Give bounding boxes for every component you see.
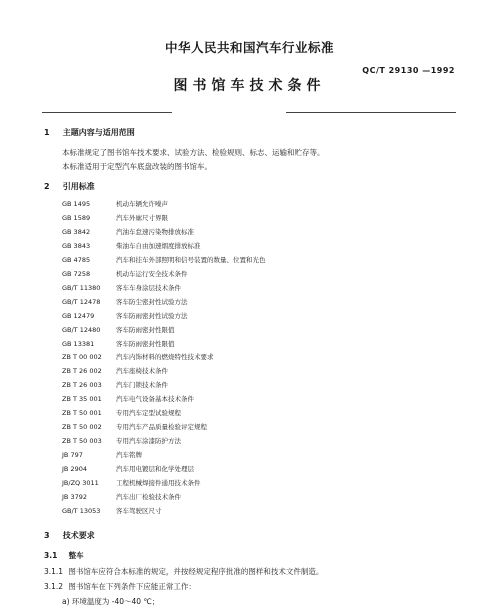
- reference-item: [62, 338, 266, 352]
- reference-name: 机动车运行安全技术条件: [116, 269, 188, 278]
- clause-text: 图书馆车应符合本标准的规定，并按经规定程序批准的图样和技术文件制造。: [68, 567, 324, 576]
- reference-code: JB 3792: [62, 493, 87, 502]
- section-number: 1: [44, 128, 50, 137]
- reference-item: [62, 310, 266, 324]
- reference-name: 汽车外廓尺寸界限: [116, 213, 168, 222]
- reference-code: ZB T 26 002: [62, 367, 102, 376]
- reference-item: [62, 449, 266, 463]
- reference-item: [62, 393, 266, 407]
- reference-code: GB/T 13053: [62, 506, 101, 515]
- reference-item: [62, 379, 266, 393]
- reference-name: 客车驾驶区尺寸: [116, 506, 162, 515]
- section-number: 3: [44, 531, 50, 540]
- reference-code: ZB T 50 003: [62, 437, 102, 446]
- reference-code: ZB T 50 002: [62, 423, 102, 432]
- section-3-heading: [44, 530, 95, 542]
- reference-item: [62, 365, 266, 379]
- header-rule-left: [42, 112, 172, 113]
- reference-code: GB 1495: [62, 200, 91, 208]
- reference-code: GB/T 12478: [62, 297, 101, 306]
- reference-name: 汽车内饰材料的燃烧特性技术要求: [116, 353, 214, 362]
- reference-item: [62, 282, 266, 296]
- section-1-paragraph-2: 本标准适用于定型汽车底盘改装的图书馆车。: [62, 162, 212, 171]
- reference-code: GB 3842: [62, 227, 91, 236]
- clause-3-1-1: [44, 566, 323, 578]
- reference-code: ZB T 35 001: [62, 395, 102, 404]
- standard-code: QC/T 29130 —1992: [362, 66, 455, 75]
- reference-name: 柴油车自由加速烟度排放标准: [116, 241, 201, 250]
- reference-name: 汽车门锁技术条件: [116, 381, 168, 390]
- reference-item: [62, 491, 266, 505]
- reference-code: JB 797: [62, 451, 83, 460]
- subsection-title: 整车: [68, 551, 84, 560]
- clause-number: 3.1.1: [44, 567, 64, 576]
- reference-name: 客车车身涂层技术条件: [116, 283, 181, 292]
- section-title: 技术要求: [62, 531, 95, 540]
- reference-code: GB/T 11380: [62, 283, 101, 292]
- clause-text: 图书馆车在下列条件下应能正常工作：: [68, 582, 196, 591]
- reference-name: 汽车用电镀层和化学处理层: [116, 465, 194, 474]
- header-rule-right: [286, 112, 456, 113]
- section-2-heading: [44, 181, 95, 193]
- reference-name: 客车防雨密封性限值: [116, 325, 175, 334]
- reference-name: 汽车出厂检验技术条件: [116, 493, 181, 502]
- reference-item: [62, 463, 266, 477]
- reference-code: ZB T 50 001: [62, 409, 102, 418]
- reference-name: 汽车电气设备基本技术条件: [116, 395, 194, 404]
- reference-item: [62, 351, 266, 365]
- reference-item: [62, 268, 266, 282]
- reference-name: 汽车铭牌: [116, 451, 142, 460]
- clause-number: 3.1.2: [44, 582, 64, 591]
- reference-name: 汽车和挂车外部照明和信号装置的数量、位置和光色: [116, 255, 266, 264]
- reference-name: 专用汽车定型试验规程: [116, 409, 181, 418]
- section-1-paragraph-1: 本标准规定了图书馆车技术要求、试验方法、检验规则、标志、运输和贮存等。: [62, 148, 325, 157]
- reference-item: [62, 324, 266, 338]
- reference-name: 客车防尘密封性试验方法: [116, 297, 188, 306]
- reference-code: JB/ZQ 3011: [62, 479, 99, 488]
- reference-item: [62, 226, 266, 240]
- section-1-heading: [44, 127, 135, 139]
- reference-code: GB 4785: [62, 255, 91, 264]
- reference-code: GB 12479: [62, 311, 95, 320]
- document-title: 图书馆车技术条件: [173, 78, 326, 94]
- reference-name: 机动车辆允许噪声: [116, 200, 168, 208]
- clause-3-1-2: [44, 581, 196, 593]
- reference-item: [62, 254, 266, 268]
- clause-text: a) 环境温度为 -40～40 ℃；: [62, 597, 160, 606]
- reference-name: 客车防雨密封性限值: [116, 339, 175, 348]
- reference-item: [62, 477, 266, 491]
- reference-item: [62, 212, 266, 226]
- reference-item: [62, 296, 266, 310]
- reference-code: ZB T 00 002: [62, 353, 102, 362]
- reference-item: [62, 435, 266, 449]
- reference-code: GB 1589: [62, 213, 91, 222]
- section-title: 主题内容与适用范围: [62, 128, 135, 137]
- reference-item: [62, 407, 266, 421]
- reference-code: GB 7258: [62, 269, 91, 278]
- subsection-3-1-heading: [44, 550, 84, 562]
- reference-item: [62, 240, 266, 254]
- section-number: 2: [44, 182, 50, 191]
- reference-item: [62, 505, 266, 519]
- reference-item: [62, 198, 266, 212]
- reference-code: GB 3843: [62, 241, 91, 250]
- reference-name: 工程机械焊接件通用技术条件: [116, 479, 201, 488]
- section-title: 引用标准: [62, 182, 95, 191]
- subsection-number: 3.1: [44, 551, 58, 560]
- reference-code: GB 13381: [62, 339, 95, 348]
- reference-name: 专用汽车产品质量检验评定规程: [116, 423, 207, 432]
- reference-name: 专用汽车涂漆防护方法: [116, 437, 181, 446]
- reference-name: 客车防雨密封性试验方法: [116, 311, 188, 320]
- reference-list: [62, 198, 266, 519]
- clause-3-1-2-a: [62, 596, 159, 608]
- reference-name: 汽油车怠速污染物排放标准: [116, 227, 194, 236]
- reference-code: JB 2904: [62, 465, 87, 474]
- reference-item: [62, 421, 266, 435]
- standard-title: 中华人民共和国汽车行业标准: [164, 40, 334, 55]
- reference-name: 汽车座椅技术条件: [116, 367, 168, 376]
- reference-code: GB/T 12480: [62, 325, 101, 334]
- reference-code: ZB T 26 003: [62, 381, 102, 390]
